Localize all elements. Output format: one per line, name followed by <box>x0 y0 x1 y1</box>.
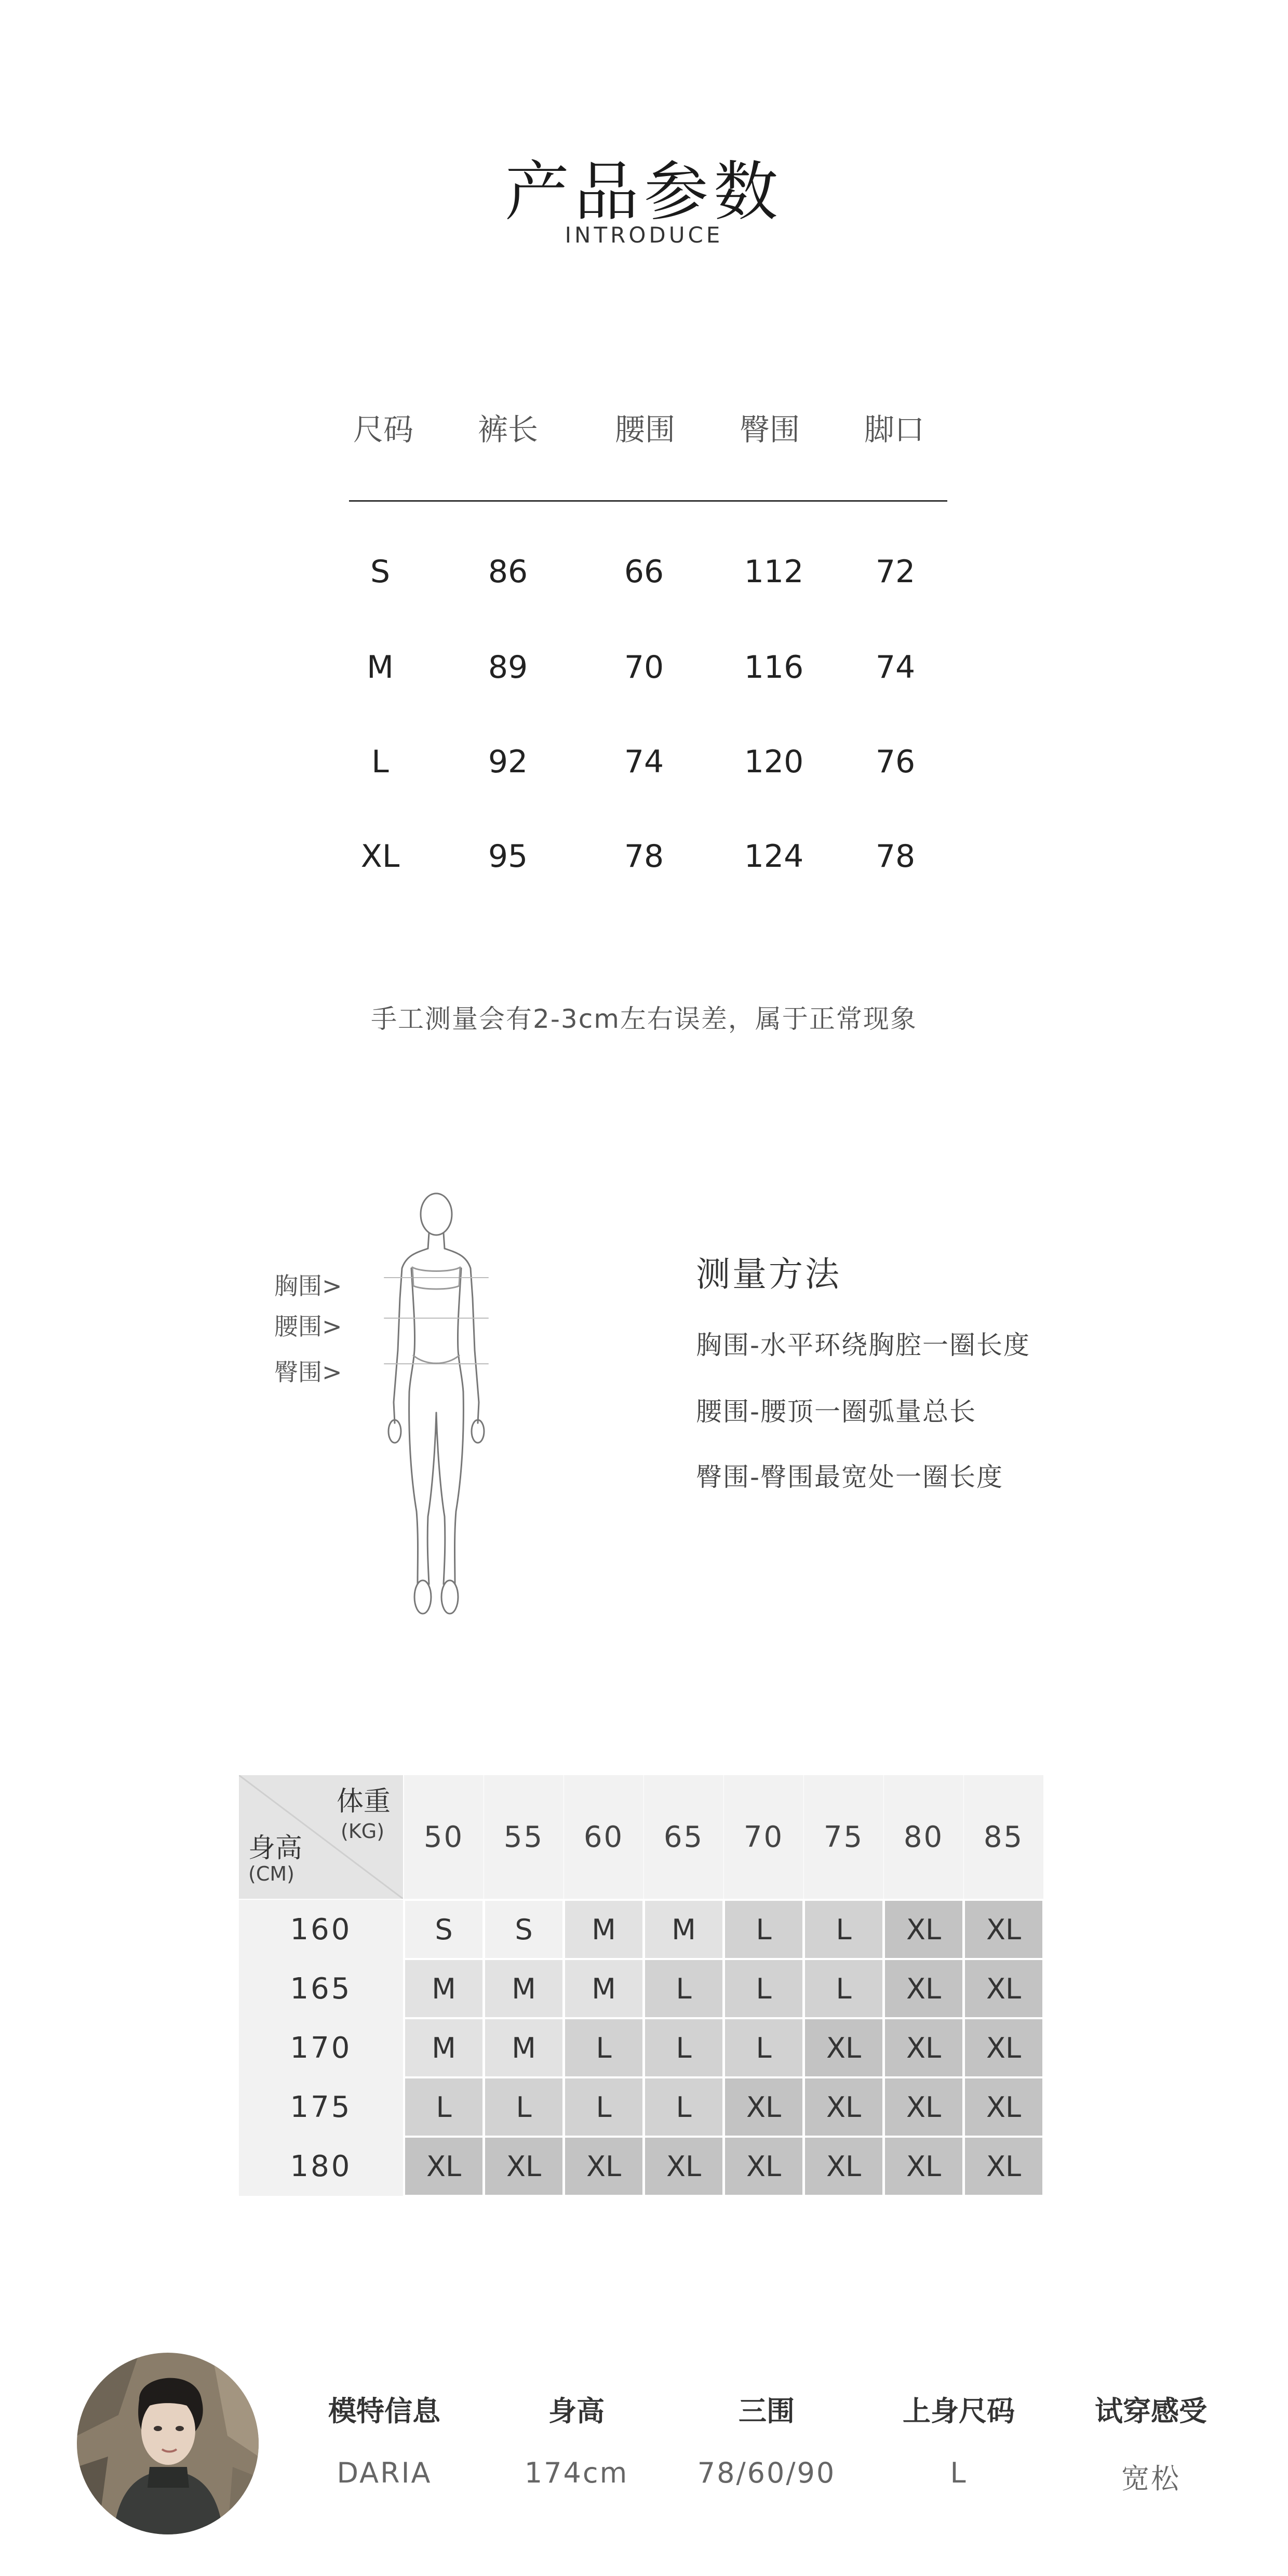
weight-label: 体重 <box>337 1786 391 1817</box>
height-unit: (CM) <box>248 1862 294 1885</box>
size-table-header: 脚口 <box>864 412 924 447</box>
size-guide-grid <box>239 1775 1044 2199</box>
size-table-cell: 120 <box>744 744 804 780</box>
model-measurements: 78/60/90 <box>697 2457 836 2489</box>
size-table-cell: 76 <box>875 744 916 780</box>
model-info-header: 模特信息 <box>328 2395 440 2427</box>
model-info-header: 身高 <box>548 2395 605 2427</box>
figure-label-waist: 腰围> <box>274 1312 342 1340</box>
size-table-header: 尺码 <box>353 412 413 447</box>
weight-header: 50 <box>404 1775 484 1899</box>
size-guide-cell: XL <box>964 2018 1043 2077</box>
weight-header: 65 <box>644 1775 723 1899</box>
measure-method-title: 测量方法 <box>696 1254 841 1294</box>
measure-method-item: 胸围-水平环绕胸腔一圈长度 <box>696 1330 1031 1360</box>
weight-header: 60 <box>564 1775 643 1899</box>
size-guide-cell: L <box>724 2018 803 2077</box>
page-title: 产品参数 <box>504 155 783 230</box>
size-guide-cell: XL <box>484 2137 564 2196</box>
size-guide-cell: XL <box>884 2077 963 2137</box>
model-fit: 宽松 <box>1121 2462 1180 2495</box>
size-guide-cell: M <box>644 1900 723 1959</box>
figure-label-hip: 臀围> <box>274 1358 342 1386</box>
size-guide-cell: XL <box>724 2137 803 2196</box>
weight-header: 85 <box>964 1775 1043 1899</box>
size-guide-cell: L <box>564 2018 643 2077</box>
size-table-cell: S <box>370 554 391 590</box>
size-guide-cell: XL <box>964 2137 1043 2196</box>
size-table-cell: 92 <box>488 744 528 780</box>
size-guide-cell: XL <box>804 2077 883 2137</box>
model-size: L <box>950 2457 968 2489</box>
measure-method-item: 臀围-臀围最宽处一圈长度 <box>696 1462 1004 1492</box>
size-guide-cell: XL <box>884 1900 963 1959</box>
size-guide-cell: S <box>484 1900 564 1959</box>
size-guide-cell: XL <box>964 1900 1043 1959</box>
height-header: 170 <box>239 2018 403 2077</box>
model-info-header: 试穿感受 <box>1095 2395 1207 2427</box>
figure-label-chest: 胸围> <box>274 1272 342 1300</box>
model-info-header: 上身尺码 <box>903 2395 1015 2427</box>
weight-header: 80 <box>884 1775 963 1899</box>
size-table-cell: 95 <box>488 838 528 875</box>
size-guide-cell: XL <box>884 2137 963 2196</box>
size-guide-cell: XL <box>724 2077 803 2137</box>
size-guide-cell: XL <box>964 2077 1043 2137</box>
size-table-cell: 116 <box>744 649 804 686</box>
size-table-cell: 78 <box>624 838 664 875</box>
model-name: DARIA <box>337 2457 432 2489</box>
size-guide-cell: M <box>484 2018 564 2077</box>
height-header: 165 <box>239 1959 403 2018</box>
size-table-cell: 86 <box>488 554 528 590</box>
size-guide-cell: XL <box>644 2137 723 2196</box>
measure-method-item: 腰围-腰顶一圈弧量总长 <box>696 1397 977 1427</box>
size-table-cell: 66 <box>624 554 664 590</box>
size-guide-cell: XL <box>964 1959 1043 2018</box>
size-guide-cell: XL <box>884 2018 963 2077</box>
height-header: 175 <box>239 2077 403 2137</box>
size-table-cell: 74 <box>624 744 664 780</box>
size-guide-cell: L <box>804 1900 883 1959</box>
size-table-header: 腰围 <box>614 412 675 447</box>
size-guide-cell: M <box>404 2018 484 2077</box>
size-table-cell: 72 <box>875 554 916 590</box>
model-info-header: 三围 <box>739 2395 795 2427</box>
size-guide-cell: XL <box>404 2137 484 2196</box>
grid-corner <box>239 1775 403 1899</box>
size-guide-cell: L <box>484 2077 564 2137</box>
size-guide-cell: M <box>404 1959 484 2018</box>
size-table-cell: M <box>367 649 394 686</box>
size-guide-cell: XL <box>804 2137 883 2196</box>
size-guide-cell: L <box>404 2077 484 2137</box>
weight-header: 70 <box>724 1775 803 1899</box>
weight-unit: (KG) <box>341 1820 385 1843</box>
measurement-note: 手工测量会有2-3cm左右误差，属于正常现象 <box>371 1004 917 1034</box>
size-table-cell: 112 <box>744 554 804 590</box>
body-figure-icon <box>364 1179 509 1620</box>
size-guide-cell: XL <box>804 2018 883 2077</box>
page-subtitle: INTRODUCE <box>565 222 723 248</box>
size-table-cell: 78 <box>875 838 916 875</box>
size-guide-cell: L <box>644 2018 723 2077</box>
size-guide-cell: L <box>724 1900 803 1959</box>
size-table-cell: L <box>371 744 389 780</box>
size-guide-cell: L <box>644 2077 723 2137</box>
size-table-cell: XL <box>360 838 400 875</box>
model-photo-icon <box>77 2353 259 2534</box>
size-table-cell: 74 <box>875 649 916 686</box>
weight-header: 75 <box>804 1775 883 1899</box>
size-guide-cell: L <box>644 1959 723 2018</box>
size-table-header: 臀围 <box>739 412 800 447</box>
weight-header: 55 <box>484 1775 564 1899</box>
size-guide-cell: S <box>404 1900 484 1959</box>
size-table-cell: 124 <box>744 838 804 875</box>
size-table-divider <box>349 500 947 502</box>
height-label: 身高 <box>248 1833 303 1864</box>
height-header: 180 <box>239 2137 403 2196</box>
size-guide-cell: L <box>564 2077 643 2137</box>
model-height: 174cm <box>524 2457 629 2489</box>
model-avatar <box>77 2353 259 2534</box>
size-table-header: 裤长 <box>477 412 538 447</box>
height-header: 160 <box>239 1900 403 1959</box>
size-guide-cell: M <box>564 1959 643 2018</box>
size-guide-cell: M <box>484 1959 564 2018</box>
size-guide-cell: XL <box>564 2137 643 2196</box>
size-table-cell: 89 <box>488 649 528 686</box>
size-guide-cell: M <box>564 1900 643 1959</box>
size-guide-cell: L <box>724 1959 803 2018</box>
size-guide-cell: XL <box>884 1959 963 2018</box>
size-guide-cell: L <box>804 1959 883 2018</box>
size-table-cell: 70 <box>624 649 664 686</box>
